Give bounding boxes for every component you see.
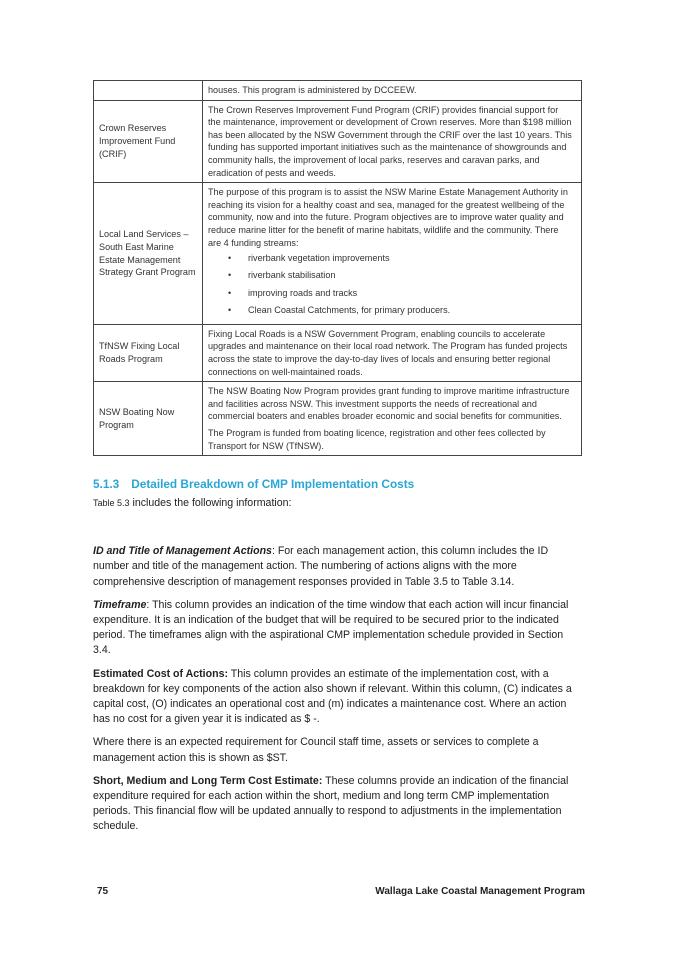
term-cost-estimate: Short, Medium and Long Term Cost Estimate: xyxy=(93,774,323,787)
description-paragraph: Fixing Local Roads is a NSW Government Program, enabling councils to accelerate upgrades and maintenance on their local road network. The Program has funded projects across the state to improve the day-to-day lives of locals and ensuring better regional connections on well-maintained roads. xyxy=(208,328,568,377)
paragraph-id-title xyxy=(93,544,582,590)
section-title: Detailed Breakdown of CMP Implementation Costs xyxy=(131,477,415,492)
table-row xyxy=(94,324,582,381)
paragraph-text: This column provides an estimate of the implementation cost, with a breakdown for key components of the action also shown if relevant. Within this column, (C) indicates a capital cost, (O) indicates an operational cost and (m) indicates a maintenance cost. Where an action has no cost for a given year it is indicated as $ -. xyxy=(93,667,572,726)
table-row xyxy=(94,81,582,101)
section-body xyxy=(93,544,582,834)
document-title: Wallaga Lake Coastal Management Program xyxy=(375,886,585,897)
page-number: 75 xyxy=(97,886,109,897)
term-timeframe: Timeframe xyxy=(93,598,147,611)
table-reference: Table 5.3 xyxy=(93,498,130,509)
program-name: TfNSW Fixing Local Roads Program xyxy=(94,324,203,381)
program-description xyxy=(203,324,582,381)
funding-programs-table-body xyxy=(94,81,582,456)
list-item xyxy=(208,304,573,317)
list-item xyxy=(208,269,573,282)
list-item-text: improving roads and tracks xyxy=(248,287,358,298)
program-name: Crown Reserves Improvement Fund (CRIF) xyxy=(94,100,203,183)
paragraph-text: These columns provide an indication of the financial expenditure required for each action within the short, medium and long term CMP implementation periods. This financial flow will be updated annually to respond to adjustments in the implementation schedule. xyxy=(93,774,569,833)
table-row xyxy=(94,382,582,456)
section-intro xyxy=(93,496,582,510)
funding-streams-list xyxy=(208,252,573,316)
paragraph-timeframe xyxy=(93,598,582,659)
term-estimated-cost: Estimated Cost of Actions: xyxy=(93,667,228,680)
bullet-icon: • xyxy=(228,253,232,264)
program-name xyxy=(94,81,203,101)
program-description xyxy=(203,81,582,101)
section-heading xyxy=(93,477,582,491)
section-number: 5.1.3 xyxy=(93,477,120,492)
program-description xyxy=(203,382,582,456)
list-item xyxy=(208,287,573,300)
page-content xyxy=(93,80,582,843)
page-footer xyxy=(97,886,585,897)
paragraph-staff-time: Where there is an expected requirement for Council staff time, assets or services to complete a management action this is shown as $ST. xyxy=(93,736,539,764)
funding-programs-table xyxy=(93,80,582,456)
bullet-icon: • xyxy=(228,287,232,298)
list-item-text: Clean Coastal Catchments, for primary producers. xyxy=(248,304,451,315)
paragraph-estimated-cost xyxy=(93,667,582,728)
term-id-title: ID and Title of Management Actions xyxy=(93,545,272,558)
program-name: Local Land Services – South East Marine Estate Management Strategy Grant Program xyxy=(94,183,203,325)
description-paragraph: The purpose of this program is to assist the NSW Marine Estate Management Authority in reaching its vision for a healthy coast and sea, managed for the greatest wellbeing of the community, now and into the future. Program objectives are to improve water quality and reduce marine litter for the benefit of marine habitats, wildlife and the community. There are 4 funding streams: xyxy=(208,187,568,248)
paragraph-text: : For each management action, this column includes the ID number and title of the management action. The numbering of actions aligns with the more comprehensive description of management responses provided in Table 3.5 to Table 3.14. xyxy=(93,545,549,588)
table-row xyxy=(94,183,582,325)
bullet-icon: • xyxy=(228,304,232,315)
program-description xyxy=(203,183,582,325)
description-paragraph: houses. This program is administered by DCCEEW. xyxy=(208,85,417,95)
list-item-text: riverbank vegetation improvements xyxy=(248,253,390,264)
table-row xyxy=(94,100,582,183)
list-item-text: riverbank stabilisation xyxy=(248,270,336,281)
description-paragraph: The NSW Boating Now Program provides grant funding to improve maritime infrastructure and facilities across NSW. This investment supports the needs of recreational and commercial boaters and enables broader economic and social benefits for communities. xyxy=(208,386,570,422)
bullet-icon: • xyxy=(228,270,232,281)
program-name: NSW Boating Now Program xyxy=(94,382,203,456)
paragraph-cost-estimate xyxy=(93,774,582,835)
intro-text: includes the following information: xyxy=(129,497,292,510)
paragraph-text: : This column provides an indication of the time window that each action will incur financial expenditure. It is an indication of the budget that will be required to be secured prior to the indicated period. The timeframes align with the aspirational CMP implementation schedule provided in Section 3.4. xyxy=(93,598,569,657)
description-paragraph: The Crown Reserves Improvement Fund Program (CRIF) provides financial support for the maintenance, improvement or development of Crown reserves. More than $198 million has been allocated by the NSW Government through the CRIF over the last 10 years. This funding has supported important initiatives such as the maintenance of showgrounds and community halls, the improvement of local parks, reserves and caravan parks, and eradication of pests and weeds. xyxy=(208,104,572,178)
program-description xyxy=(203,100,582,183)
list-item xyxy=(208,252,573,265)
description-paragraph: The Program is funded from boating licence, registration and other fees collected by Transport for NSW (TfNSW). xyxy=(208,428,546,451)
